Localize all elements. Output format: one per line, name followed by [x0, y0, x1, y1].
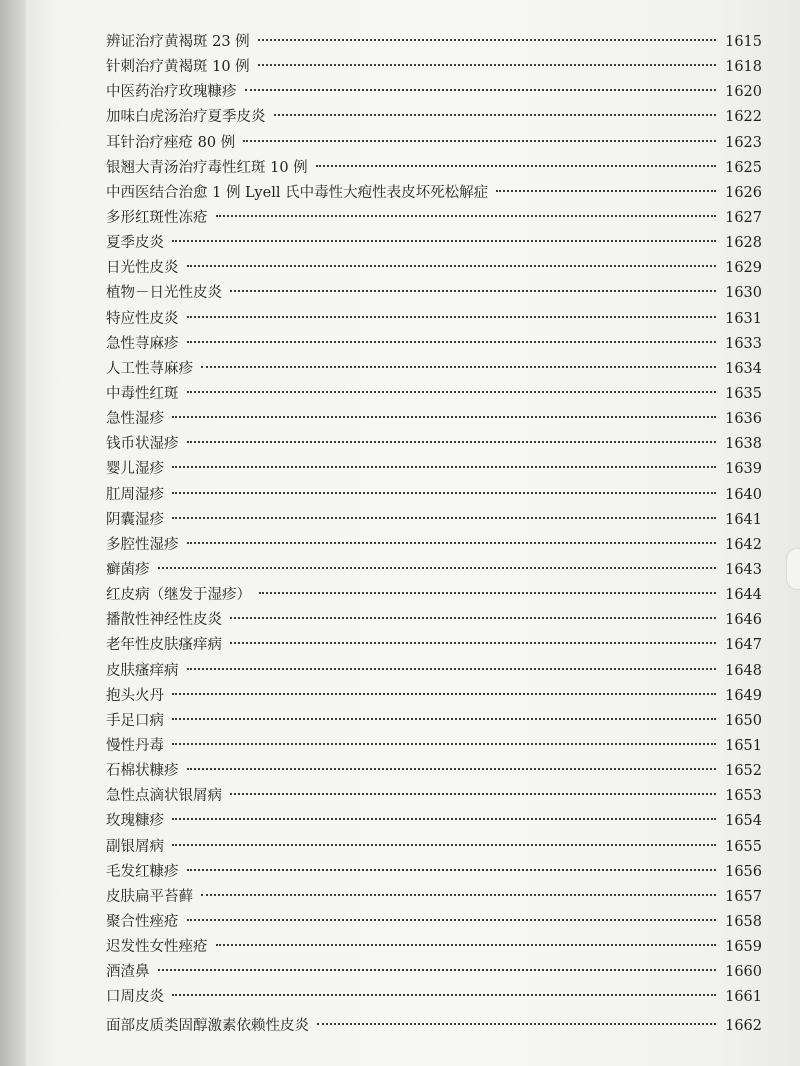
toc-entry-title: 特应性皮炎	[106, 310, 179, 327]
toc-entry-page-number: 1654	[725, 813, 762, 830]
dot-leader	[172, 718, 716, 720]
dot-leader	[187, 869, 717, 871]
toc-entry	[98, 734, 762, 759]
toc-entry-title: 急性点滴状银屑病	[106, 788, 222, 805]
dot-leader	[317, 1023, 716, 1025]
toc-entry-title: 中西医结合治愈 1 例 Lyell 氏中毒性大疱性表皮坏死松解症	[106, 184, 489, 201]
toc-entry	[98, 457, 762, 482]
toc-entry-page-number: 1634	[725, 360, 762, 377]
toc-entry-page-number: 1662	[725, 1018, 762, 1035]
dot-leader	[158, 969, 717, 971]
toc-entry-title: 副银屑病	[106, 838, 164, 855]
dot-leader	[187, 316, 717, 318]
dot-leader	[172, 240, 716, 242]
toc-entry-page-number: 1652	[725, 763, 762, 780]
dot-leader	[216, 215, 717, 217]
dot-leader	[230, 290, 716, 292]
toc-entry-page-number: 1656	[725, 863, 762, 880]
dot-leader	[187, 441, 717, 443]
toc-entry	[98, 256, 762, 281]
toc-entry-title: 手足口病	[106, 712, 164, 729]
toc-entry-page-number: 1627	[725, 209, 762, 226]
dot-leader	[158, 567, 717, 569]
toc-entry	[98, 206, 762, 231]
toc-entry	[98, 407, 762, 432]
toc-entry-title: 植物－日光性皮炎	[106, 285, 222, 302]
toc-entry	[98, 307, 762, 332]
toc-entry-title: 皮肤扁平苔藓	[106, 888, 193, 905]
toc-entry-title: 抱头火丹	[106, 687, 164, 704]
toc-entry-page-number: 1631	[725, 310, 762, 327]
dot-leader	[172, 416, 716, 418]
dot-leader	[172, 517, 716, 519]
toc-entry-title: 耳针治疗痤疮 80 例	[106, 134, 236, 151]
toc-entry-title: 急性荨麻疹	[106, 335, 179, 352]
dot-leader	[274, 114, 717, 116]
toc-entry-title: 口周皮炎	[106, 989, 164, 1006]
toc-entry-title: 日光性皮炎	[106, 260, 179, 277]
toc-entry-page-number: 1625	[725, 159, 762, 176]
dot-leader	[230, 793, 716, 795]
dot-leader	[187, 341, 717, 343]
toc-entry-page-number: 1646	[725, 612, 762, 629]
toc-entry-title: 迟发性女性痤疮	[106, 939, 208, 956]
toc-entry-page-number: 1640	[725, 486, 762, 503]
toc-entry-title: 酒渣鼻	[106, 964, 150, 981]
toc-entry-page-number: 1635	[725, 385, 762, 402]
toc-entry-page-number: 1623	[725, 134, 762, 151]
toc-entry	[98, 759, 762, 784]
toc-entry-page-number: 1657	[725, 888, 762, 905]
toc-entry-page-number: 1650	[725, 712, 762, 729]
toc-entry-page-number: 1628	[725, 235, 762, 252]
toc-entry-page-number: 1659	[725, 939, 762, 956]
toc-entry	[98, 558, 762, 583]
dot-leader	[259, 592, 716, 594]
toc-entry-title: 老年性皮肤瘙痒病	[106, 637, 222, 654]
toc-entry	[98, 181, 762, 206]
toc-entry-title: 钱币状湿疹	[106, 436, 179, 453]
toc-entry	[98, 533, 762, 558]
dot-leader	[230, 617, 716, 619]
toc-entry-page-number: 1660	[725, 964, 762, 981]
toc-entry-title: 石棉状糠疹	[106, 763, 179, 780]
toc-entry-title: 阴囊湿疹	[106, 511, 164, 528]
toc-entry	[98, 835, 762, 860]
toc-entry-page-number: 1655	[725, 838, 762, 855]
toc-entry	[98, 860, 762, 885]
toc-entry	[98, 332, 762, 357]
toc-entry	[98, 382, 762, 407]
toc-entry-title: 加味白虎汤治疗夏季皮炎	[106, 109, 266, 126]
dot-leader	[245, 89, 717, 91]
toc-entry-page-number: 1649	[725, 687, 762, 704]
dot-leader	[258, 64, 716, 66]
dot-leader	[187, 768, 717, 770]
dot-leader	[216, 944, 717, 946]
toc-entry	[98, 508, 762, 533]
toc-entry	[98, 131, 762, 156]
toc-entry	[98, 156, 762, 181]
toc-entry-title: 急性湿疹	[106, 411, 164, 428]
toc-entry	[98, 985, 762, 1010]
toc-entry-page-number: 1626	[725, 184, 762, 201]
dot-leader	[258, 39, 716, 41]
toc-entry-page-number: 1629	[725, 260, 762, 277]
toc-entry-title: 慢性丹毒	[106, 737, 164, 754]
dot-leader	[172, 466, 716, 468]
dot-leader	[230, 642, 716, 644]
toc-entry	[98, 105, 762, 130]
toc-entry-page-number: 1643	[725, 561, 762, 578]
dot-leader	[187, 919, 717, 921]
toc-entry	[98, 1010, 762, 1039]
toc-entry-title: 中毒性红斑	[106, 385, 179, 402]
toc-entry-title: 皮肤瘙痒病	[106, 662, 179, 679]
toc-entry-page-number: 1620	[725, 84, 762, 101]
toc-entry	[98, 784, 762, 809]
toc-entry-page-number: 1639	[725, 461, 762, 478]
toc-entry-title: 银翘大青汤治疗毒性红斑 10 例	[106, 159, 308, 176]
toc-entry	[98, 709, 762, 734]
toc-entry-page-number: 1641	[725, 511, 762, 528]
page-edge-tab	[786, 548, 800, 590]
toc-entry	[98, 935, 762, 960]
toc-entry-title: 肛周湿疹	[106, 486, 164, 503]
toc-entry-page-number: 1648	[725, 662, 762, 679]
toc-entry	[98, 281, 762, 306]
toc-entry-title: 癣菌疹	[106, 561, 150, 578]
toc-entry	[98, 357, 762, 382]
toc-entry-page-number: 1644	[725, 587, 762, 604]
toc-entry-title: 面部皮质类固醇激素依赖性皮炎	[106, 1018, 309, 1035]
dot-leader	[187, 668, 717, 670]
toc-entry-page-number: 1622	[725, 109, 762, 126]
toc-entry-title: 红皮病（继发于湿疹）	[106, 587, 251, 604]
toc-entry-page-number: 1658	[725, 913, 762, 930]
toc-entry-page-number: 1633	[725, 335, 762, 352]
toc-entry-title: 多形红斑性冻疮	[106, 209, 208, 226]
toc-entry-page-number: 1651	[725, 737, 762, 754]
toc-entry-page-number: 1661	[725, 989, 762, 1006]
dot-leader	[172, 818, 716, 820]
toc-entry-title: 聚合性痤疮	[106, 913, 179, 930]
toc-entry	[98, 659, 762, 684]
toc-entry	[98, 483, 762, 508]
dot-leader	[496, 190, 716, 192]
toc-entry	[98, 55, 762, 80]
toc-entry-title: 玫瑰糠疹	[106, 813, 164, 830]
toc-entry-title: 夏季皮炎	[106, 235, 164, 252]
toc-entry-title: 播散性神经性皮炎	[106, 612, 222, 629]
dot-leader	[201, 366, 716, 368]
toc-entry	[98, 30, 762, 55]
toc-entry-title: 婴儿湿疹	[106, 461, 164, 478]
table-of-contents	[98, 30, 762, 1040]
dot-leader	[172, 492, 716, 494]
dot-leader	[187, 542, 717, 544]
toc-entry-title: 中医药治疗玫瑰糠疹	[106, 84, 237, 101]
toc-entry-page-number: 1647	[725, 637, 762, 654]
toc-entry	[98, 583, 762, 608]
toc-entry-page-number: 1615	[725, 34, 762, 50]
toc-entry	[98, 960, 762, 985]
toc-entry-page-number: 1636	[725, 411, 762, 428]
toc-entry-page-number: 1630	[725, 285, 762, 302]
dot-leader	[316, 165, 716, 167]
dot-leader	[172, 743, 716, 745]
dot-leader	[187, 391, 717, 393]
toc-entry-page-number: 1638	[725, 436, 762, 453]
book-gutter	[0, 0, 26, 1066]
toc-entry	[98, 432, 762, 457]
toc-entry-title: 毛发红糠疹	[106, 863, 179, 880]
dot-leader	[172, 994, 716, 996]
toc-entry	[98, 608, 762, 633]
toc-entry-title: 针刺治疗黄褐斑 10 例	[106, 59, 250, 76]
toc-entry-title: 人工性荨麻疹	[106, 360, 193, 377]
dot-leader	[172, 693, 716, 695]
toc-entry	[98, 80, 762, 105]
toc-entry	[98, 633, 762, 658]
toc-entry	[98, 231, 762, 256]
toc-entry-title: 多腔性湿疹	[106, 536, 179, 553]
toc-entry-title: 辨证治疗黄褐斑 23 例	[106, 34, 250, 50]
dot-leader	[187, 265, 717, 267]
toc-entry	[98, 684, 762, 709]
dot-leader	[172, 844, 716, 846]
dot-leader	[201, 894, 716, 896]
toc-entry	[98, 809, 762, 834]
toc-entry	[98, 885, 762, 910]
toc-entry	[98, 910, 762, 935]
toc-entry-page-number: 1642	[725, 536, 762, 553]
toc-entry-page-number: 1653	[725, 788, 762, 805]
toc-entry-page-number: 1618	[725, 59, 762, 76]
dot-leader	[243, 140, 716, 142]
